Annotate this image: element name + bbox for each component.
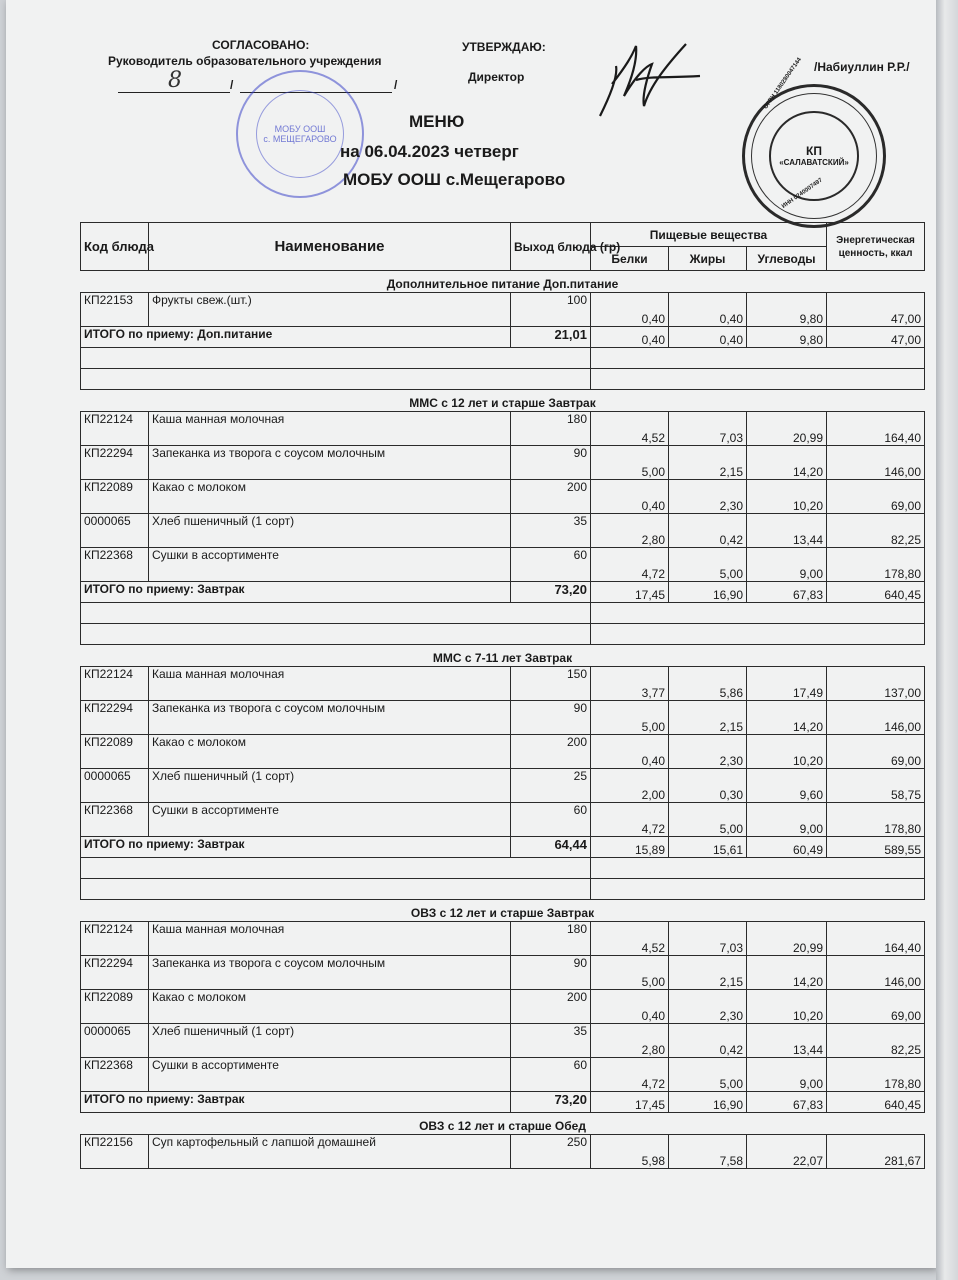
total-row [81, 582, 925, 603]
approve-heading: УТВЕРЖДАЮ: [462, 40, 546, 54]
section-title: ОВЗ с 12 лет и старше Обед [81, 1113, 925, 1135]
blank-cell-left [81, 348, 591, 369]
dish-fat: 2,15 [669, 446, 747, 480]
dish-code: КП22089 [81, 480, 149, 514]
total-energy: 640,45 [827, 582, 925, 603]
dish-output: 180 [511, 922, 591, 956]
table-row [81, 514, 925, 548]
table-row [81, 667, 925, 701]
blank-cell-right [591, 879, 925, 900]
dish-output: 35 [511, 1024, 591, 1058]
table-row [81, 990, 925, 1024]
header-fat: Жиры [669, 247, 747, 271]
total-energy: 589,55 [827, 837, 925, 858]
company-stamp-inn: ИНН 0240007497 [781, 177, 824, 210]
table-row [81, 701, 925, 735]
dish-fat: 5,86 [669, 667, 747, 701]
blank-cell-left [81, 624, 591, 645]
dish-protein: 4,52 [591, 412, 669, 446]
dish-carbs: 9,00 [747, 803, 827, 837]
dish-fat: 5,00 [669, 1058, 747, 1092]
total-protein: 17,45 [591, 582, 669, 603]
dish-protein: 4,52 [591, 922, 669, 956]
menu-date: на 06.04.2023 четверг [340, 142, 519, 161]
dish-fat: 7,03 [669, 412, 747, 446]
dish-output: 200 [511, 735, 591, 769]
dish-energy: 178,80 [827, 548, 925, 582]
dish-energy: 146,00 [827, 701, 925, 735]
dish-fat: 2,15 [669, 701, 747, 735]
header-output: Выход блюда (гр) [511, 223, 591, 271]
blank-cell-left [81, 858, 591, 879]
section-row [81, 390, 925, 412]
dish-protein: 4,72 [591, 803, 669, 837]
section-title: ОВЗ с 12 лет и старше Завтрак [81, 900, 925, 922]
dish-name: Запеканка из творога с соусом молочным [149, 701, 511, 735]
dish-carbs: 14,20 [747, 956, 827, 990]
dish-name: Сушки в ассортименте [149, 803, 511, 837]
school-stamp-line2: с. МЕЩЕГАРОВО [263, 133, 337, 144]
total-carbs: 67,83 [747, 582, 827, 603]
table-row [81, 548, 925, 582]
dish-carbs: 9,60 [747, 769, 827, 803]
blank-row [81, 624, 925, 645]
dish-carbs: 9,00 [747, 1058, 827, 1092]
dish-name: Какао с молоком [149, 735, 511, 769]
dish-carbs: 10,20 [747, 735, 827, 769]
section-row [81, 1113, 925, 1135]
header-carbs: Углеводы [747, 247, 827, 271]
signature-slash-left: / [230, 78, 234, 92]
dish-carbs: 9,80 [747, 293, 827, 327]
dish-carbs: 14,20 [747, 446, 827, 480]
section-row [81, 900, 925, 922]
blank-row [81, 348, 925, 369]
director-title: Директор [468, 70, 525, 84]
dish-code: КП22294 [81, 701, 149, 735]
blank-cell-right [591, 858, 925, 879]
dish-name: Фрукты свеж.(шт.) [149, 293, 511, 327]
dish-code: КП22294 [81, 956, 149, 990]
dish-protein: 0,40 [591, 480, 669, 514]
dish-output: 35 [511, 514, 591, 548]
dish-energy: 137,00 [827, 667, 925, 701]
menu-table [80, 222, 925, 1169]
blank-row [81, 603, 925, 624]
agreed-heading: СОГЛАСОВАНО: [212, 38, 310, 52]
dish-protein: 5,98 [591, 1135, 669, 1169]
total-label: ИТОГО по приему: Доп.питание [81, 327, 511, 348]
dish-output: 200 [511, 480, 591, 514]
school-stamp-line1: МОБУ ООШ [274, 123, 326, 134]
total-row [81, 1092, 925, 1113]
dish-energy: 69,00 [827, 480, 925, 514]
dish-name: Хлеб пшеничный (1 сорт) [149, 769, 511, 803]
dish-carbs: 22,07 [747, 1135, 827, 1169]
total-carbs: 60,49 [747, 837, 827, 858]
director-signature [596, 36, 706, 120]
table-row [81, 412, 925, 446]
dish-output: 90 [511, 446, 591, 480]
dish-carbs: 13,44 [747, 1024, 827, 1058]
dish-energy: 69,00 [827, 735, 925, 769]
dish-energy: 47,00 [827, 293, 925, 327]
dish-name: Суп картофельный с лапшой домашней [149, 1135, 511, 1169]
signature-mark: 8 [168, 68, 182, 93]
dish-fat: 7,58 [669, 1135, 747, 1169]
dish-output: 60 [511, 548, 591, 582]
dish-energy: 146,00 [827, 956, 925, 990]
dish-fat: 0,30 [669, 769, 747, 803]
total-output: 73,20 [511, 582, 591, 603]
header-nutrients: Пищевые вещества [591, 223, 827, 247]
company-stamp-top: КП [806, 144, 822, 159]
dish-carbs: 14,20 [747, 701, 827, 735]
section-title: ММС с 12 лет и старше Завтрак [81, 390, 925, 412]
section-row [81, 271, 925, 293]
total-energy: 47,00 [827, 327, 925, 348]
table-row [81, 922, 925, 956]
dish-energy: 58,75 [827, 769, 925, 803]
school-name: МОБУ ООШ с.Мещегарово [343, 170, 566, 189]
dish-name: Сушки в ассортименте [149, 548, 511, 582]
blank-cell-left [81, 603, 591, 624]
dish-protein: 0,40 [591, 293, 669, 327]
dish-protein: 2,80 [591, 1024, 669, 1058]
agreed-role: Руководитель образовательного учреждения [108, 54, 382, 68]
dish-carbs: 13,44 [747, 514, 827, 548]
company-stamp-ring [751, 93, 877, 219]
dish-protein: 3,77 [591, 667, 669, 701]
dish-protein: 0,40 [591, 990, 669, 1024]
dish-fat: 2,30 [669, 480, 747, 514]
dish-fat: 2,30 [669, 735, 747, 769]
dish-protein: 0,40 [591, 735, 669, 769]
total-label: ИТОГО по приему: Завтрак [81, 1092, 511, 1113]
dish-code: КП22368 [81, 1058, 149, 1092]
dish-protein: 5,00 [591, 446, 669, 480]
signature-slash-right: / [394, 78, 398, 92]
dish-name: Каша манная молочная [149, 922, 511, 956]
dish-output: 90 [511, 956, 591, 990]
dish-carbs: 20,99 [747, 412, 827, 446]
table-row [81, 769, 925, 803]
total-protein: 0,40 [591, 327, 669, 348]
dish-name: Запеканка из творога с соусом молочным [149, 956, 511, 990]
blank-cell-left [81, 879, 591, 900]
dish-fat: 7,03 [669, 922, 747, 956]
dish-code: КП22156 [81, 1135, 149, 1169]
header-name: Наименование [149, 223, 511, 271]
dish-fat: 2,15 [669, 956, 747, 990]
dish-energy: 178,80 [827, 1058, 925, 1092]
dish-energy: 69,00 [827, 990, 925, 1024]
dish-output: 250 [511, 1135, 591, 1169]
section-title: ММС с 7-11 лет Завтрак [81, 645, 925, 667]
company-stamp-ogrn: ОГРН 1180280047144 [763, 56, 803, 111]
table-row [81, 1058, 925, 1092]
dish-fat: 5,00 [669, 548, 747, 582]
dish-output: 180 [511, 412, 591, 446]
menu-title: МЕНЮ [409, 112, 465, 131]
dish-energy: 164,40 [827, 412, 925, 446]
section-row [81, 645, 925, 667]
dish-code: КП22294 [81, 446, 149, 480]
table-row [81, 293, 925, 327]
dish-fat: 0,42 [669, 1024, 747, 1058]
dish-code: КП22153 [81, 293, 149, 327]
total-fat: 16,90 [669, 1092, 747, 1113]
blank-row [81, 879, 925, 900]
dish-code: КП22089 [81, 735, 149, 769]
total-energy: 640,45 [827, 1092, 925, 1113]
total-label: ИТОГО по приему: Завтрак [81, 582, 511, 603]
dish-protein: 5,00 [591, 956, 669, 990]
table-row [81, 735, 925, 769]
dish-protein: 4,72 [591, 1058, 669, 1092]
dish-name: Какао с молоком [149, 480, 511, 514]
total-output: 73,20 [511, 1092, 591, 1113]
dish-output: 150 [511, 667, 591, 701]
header-protein: Белки [591, 247, 669, 271]
dish-protein: 4,72 [591, 548, 669, 582]
dish-code: 0000065 [81, 1024, 149, 1058]
dish-output: 25 [511, 769, 591, 803]
dish-protein: 2,80 [591, 514, 669, 548]
dish-code: КП22124 [81, 412, 149, 446]
total-label: ИТОГО по приему: Завтрак [81, 837, 511, 858]
table-row [81, 446, 925, 480]
total-row [81, 327, 925, 348]
table-row [81, 480, 925, 514]
dish-code: КП22368 [81, 803, 149, 837]
dish-energy: 281,67 [827, 1135, 925, 1169]
background-edge [936, 0, 958, 1280]
dish-output: 100 [511, 293, 591, 327]
dish-name: Сушки в ассортименте [149, 1058, 511, 1092]
dish-protein: 2,00 [591, 769, 669, 803]
total-output: 64,44 [511, 837, 591, 858]
total-fat: 15,61 [669, 837, 747, 858]
total-protein: 15,89 [591, 837, 669, 858]
menu-body [81, 271, 925, 1169]
dish-output: 60 [511, 1058, 591, 1092]
dish-name: Хлеб пшеничный (1 сорт) [149, 1024, 511, 1058]
blank-row [81, 858, 925, 879]
blank-cell-right [591, 369, 925, 390]
header-code: Код блюда [81, 223, 149, 271]
dish-carbs: 10,20 [747, 480, 827, 514]
dish-carbs: 9,00 [747, 548, 827, 582]
company-stamp-name: «САЛАВАТСКИЙ» [779, 158, 849, 168]
dish-energy: 82,25 [827, 514, 925, 548]
dish-code: КП22089 [81, 990, 149, 1024]
dish-fat: 5,00 [669, 803, 747, 837]
table-row [81, 956, 925, 990]
dish-fat: 0,40 [669, 293, 747, 327]
dish-energy: 146,00 [827, 446, 925, 480]
table-row [81, 1135, 925, 1169]
blank-cell-left [81, 369, 591, 390]
dish-carbs: 10,20 [747, 990, 827, 1024]
dish-code: 0000065 [81, 769, 149, 803]
dish-name: Запеканка из творога с соусом молочным [149, 446, 511, 480]
dish-output: 60 [511, 803, 591, 837]
dish-energy: 178,80 [827, 803, 925, 837]
dish-energy: 82,25 [827, 1024, 925, 1058]
blank-cell-right [591, 348, 925, 369]
dish-name: Какао с молоком [149, 990, 511, 1024]
total-fat: 16,90 [669, 582, 747, 603]
dish-name: Каша манная молочная [149, 667, 511, 701]
table-row [81, 1024, 925, 1058]
dish-name: Хлеб пшеничный (1 сорт) [149, 514, 511, 548]
dish-fat: 2,30 [669, 990, 747, 1024]
dish-protein: 5,00 [591, 701, 669, 735]
dish-output: 90 [511, 701, 591, 735]
total-protein: 17,45 [591, 1092, 669, 1113]
dish-energy: 164,40 [827, 922, 925, 956]
dish-output: 200 [511, 990, 591, 1024]
blank-cell-right [591, 624, 925, 645]
total-output: 21,01 [511, 327, 591, 348]
dish-code: КП22124 [81, 667, 149, 701]
blank-row [81, 369, 925, 390]
dish-fat: 0,42 [669, 514, 747, 548]
header-energy: Энергетическая ценность, ккал [827, 223, 925, 271]
dish-carbs: 17,49 [747, 667, 827, 701]
director-name: /Набиуллин Р.Р./ [814, 60, 910, 74]
table-row [81, 803, 925, 837]
total-carbs: 9,80 [747, 327, 827, 348]
dish-code: КП22124 [81, 922, 149, 956]
dish-code: 0000065 [81, 514, 149, 548]
dish-name: Каша манная молочная [149, 412, 511, 446]
total-row [81, 837, 925, 858]
total-fat: 0,40 [669, 327, 747, 348]
blank-cell-right [591, 603, 925, 624]
total-carbs: 67,83 [747, 1092, 827, 1113]
dish-carbs: 20,99 [747, 922, 827, 956]
dish-code: КП22368 [81, 548, 149, 582]
section-title: Дополнительное питание Доп.питание [81, 271, 925, 293]
